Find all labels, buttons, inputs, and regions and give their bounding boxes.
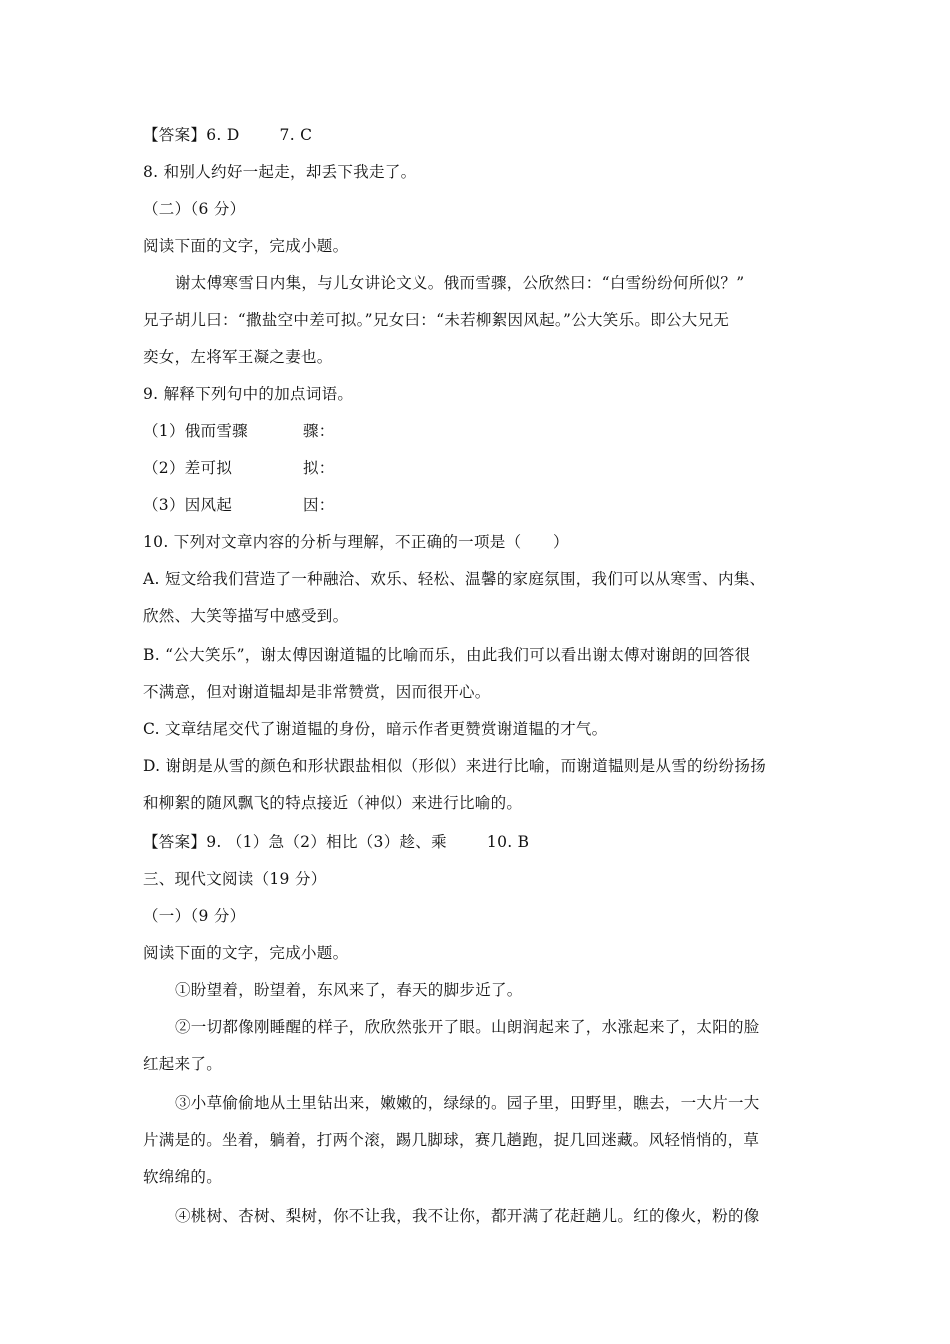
answer-line-9-10 — [143, 831, 808, 853]
subsection-heading-1: （一）（9 分） — [143, 907, 246, 925]
answer-9: 【答案】9. （1）急（2）相比（3）趁、乘 — [143, 833, 447, 851]
option-a: A. 短文给我们营造了一种融洽、欢乐、轻松、温馨的家庭氛围，我们可以从寒雪、内集、 — [143, 570, 766, 588]
question-9-item-1 — [143, 420, 808, 442]
paragraph-3: ③小草偷偷地从土里钻出来，嫩嫩的，绿绿的。园子里，田野里，瞧去，一大片一大 — [175, 1094, 760, 1112]
item-blank: 骤： — [303, 422, 335, 440]
answer-7: 7. C — [279, 126, 313, 144]
item-phrase: （2）差可拟 — [143, 459, 233, 477]
section-heading-3: 三、现代文阅读（19 分） — [143, 870, 327, 888]
answer-line-6-7 — [143, 124, 808, 146]
instruction-text: 阅读下面的文字，完成小题。 — [143, 944, 349, 962]
question-10: 10. 下列对文章内容的分析与理解，不正确的一项是（ ） — [143, 533, 569, 551]
question-9-item-2 — [143, 457, 808, 479]
answer-8: 8. 和别人约好一起走，却丢下我走了。 — [143, 163, 417, 181]
passage-line: 兄子胡儿曰：“撒盐空中差可拟。”兄女曰：“未若柳絮因风起。”公大笑乐。即公大兄无 — [143, 311, 730, 329]
section-heading-2: （二）（6 分） — [143, 200, 246, 218]
option-c: C. 文章结尾交代了谢道韫的身份，暗示作者更赞赏谢道韫的才气。 — [143, 720, 608, 738]
question-9-item-3 — [143, 494, 808, 516]
question-9: 9. 解释下列句中的加点词语。 — [143, 385, 354, 403]
answer-10: 10. B — [486, 833, 530, 851]
item-blank: 因： — [303, 496, 335, 514]
option-d-cont: 和柳絮的随风飘飞的特点接近（神似）来进行比喻的。 — [143, 794, 523, 812]
paragraph-4: ④桃树、杏树、梨树，你不让我，我不让你，都开满了花赶趟儿。红的像火，粉的像 — [175, 1207, 760, 1225]
option-d: D. 谢朗是从雪的颜色和形状跟盐相似（形似）来进行比喻，而谢道韫则是从雪的纷纷扬扬 — [143, 757, 767, 775]
instruction-text: 阅读下面的文字，完成小题。 — [143, 237, 349, 255]
paragraph-1: ①盼望着，盼望着，东风来了，春天的脚步近了。 — [175, 981, 523, 999]
answer-6: 【答案】6. D — [143, 126, 240, 144]
option-b-cont: 不满意，但对谢道韫却是非常赞赏，因而很开心。 — [143, 683, 491, 701]
option-a-cont: 欣然、大笑等描写中感受到。 — [143, 607, 349, 625]
passage-line: 谢太傅寒雪日内集，与儿女讲论文义。俄而雪骤，公欣然曰：“白雪纷纷何所似？” — [175, 274, 745, 292]
item-phrase: （3）因风起 — [143, 496, 233, 514]
item-phrase: （1）俄而雪骤 — [143, 422, 248, 440]
option-b: B. “公大笑乐”，谢太傅因谢道韫的比喻而乐，由此我们可以看出谢太傅对谢朗的回答很 — [143, 646, 751, 664]
item-blank: 拟： — [303, 459, 335, 477]
paragraph-3-cont: 软绵绵的。 — [143, 1168, 223, 1186]
paragraph-2-cont: 红起来了。 — [143, 1055, 223, 1073]
paragraph-3-cont: 片满是的。坐着，躺着，打两个滚，踢几脚球，赛几趟跑，捉几回迷藏。风轻悄悄的，草 — [143, 1131, 760, 1149]
paragraph-2: ②一切都像刚睡醒的样子，欣欣然张开了眼。山朗润起来了，水涨起来了，太阳的脸 — [175, 1018, 760, 1036]
passage-line: 奕女，左将军王凝之妻也。 — [143, 348, 333, 366]
